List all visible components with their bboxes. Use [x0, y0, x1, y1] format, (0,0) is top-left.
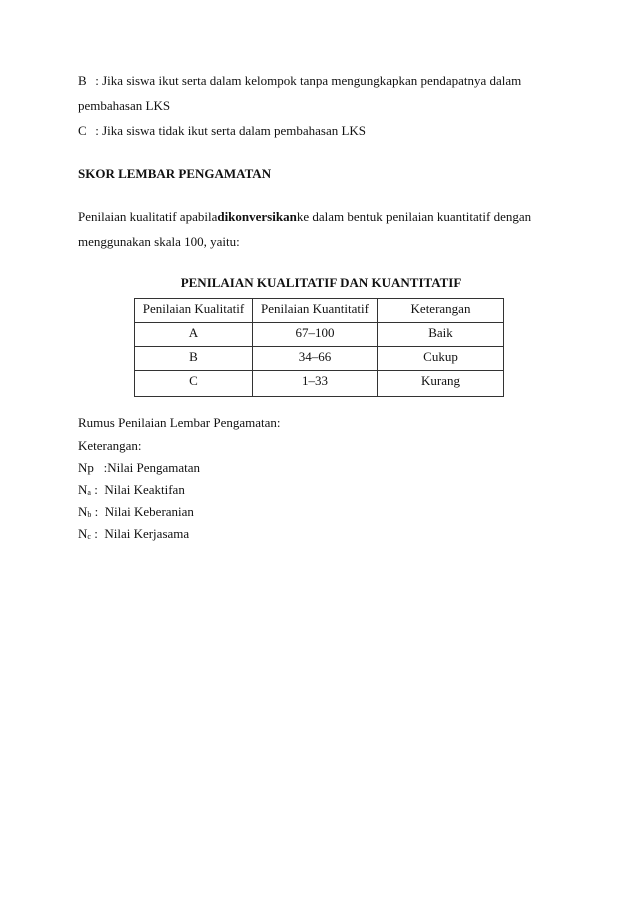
legend-subscript: a: [87, 488, 91, 497]
legend-text: Nilai Keaktifan: [104, 482, 185, 497]
legend-symbol: N: [78, 460, 88, 475]
table-row: [135, 371, 504, 397]
paragraph-line2: menggunakan skala 100, yaitu:: [78, 234, 240, 249]
criterion-b-line1: [78, 73, 521, 89]
table-header: Penilaian Kualitatif: [135, 299, 253, 323]
table-row: [135, 347, 504, 371]
table-header-row: [135, 299, 504, 323]
legend-subscript: b: [87, 510, 92, 519]
legend-sep: :: [94, 526, 98, 541]
legend-sep: :: [103, 460, 108, 475]
legend-symbol: N: [78, 526, 88, 541]
paragraph-text: Penilaian kualitatif apabila: [78, 209, 218, 224]
table-cell: C: [135, 371, 253, 397]
table-cell: Baik: [378, 323, 504, 347]
table-row: [135, 323, 504, 347]
criterion-b-line2: pembahasan LKS: [78, 98, 171, 113]
legend-subscript: c: [87, 532, 91, 541]
criterion-text: Jika siswa tidak ikut serta dalam pembahasan LKS: [102, 123, 367, 138]
criterion-sep: :: [95, 73, 99, 88]
legend-sep: :: [94, 504, 99, 519]
legend-sep: :: [94, 482, 98, 497]
table-cell: B: [135, 347, 253, 371]
legend-item: [78, 460, 200, 476]
paragraph-text: ke dalam bentuk penilaian kuantitatif dengan: [296, 209, 532, 224]
table-header: Keterangan: [378, 299, 504, 323]
criterion-label: B: [78, 73, 87, 88]
legend-item: [78, 504, 194, 523]
legend-heading: Keterangan:: [78, 438, 142, 453]
table-cell: Cukup: [378, 347, 504, 371]
legend-symbol: N: [78, 482, 88, 497]
table-title: PENILAIAN KUALITATIF DAN KUANTITATIF: [180, 275, 462, 290]
table-cell: Kurang: [378, 371, 504, 397]
criterion-label: C: [78, 123, 87, 138]
legend-subscript: p: [87, 460, 94, 475]
legend-text: Nilai Kerjasama: [104, 526, 190, 541]
criterion-sep: :: [95, 123, 99, 138]
formula-heading: Rumus Penilaian Lembar Pengamatan:: [78, 415, 281, 430]
legend-symbol: N: [78, 504, 88, 519]
conversion-table: [134, 298, 504, 397]
criterion-c: [78, 123, 366, 139]
paragraph-line1: [78, 209, 530, 225]
table-cell: A: [135, 323, 253, 347]
table-cell: 34–66: [253, 347, 378, 371]
section-heading: SKOR LEMBAR PENGAMATAN: [78, 166, 272, 181]
paragraph-bold: dikonversikan: [217, 209, 297, 224]
legend-item: [78, 526, 189, 545]
table-cell: 67–100: [253, 323, 378, 347]
table-cell: 1–33: [253, 371, 378, 397]
legend-item: [78, 482, 185, 501]
legend-text: Nilai Pengamatan: [107, 460, 201, 475]
table-header: Penilaian Kuantitatif: [253, 299, 378, 323]
criterion-text: Jika siswa ikut serta dalam kelompok tanpa mengungkapkan pendapatnya dalam: [102, 73, 522, 88]
legend-text: Nilai Keberanian: [104, 504, 194, 519]
